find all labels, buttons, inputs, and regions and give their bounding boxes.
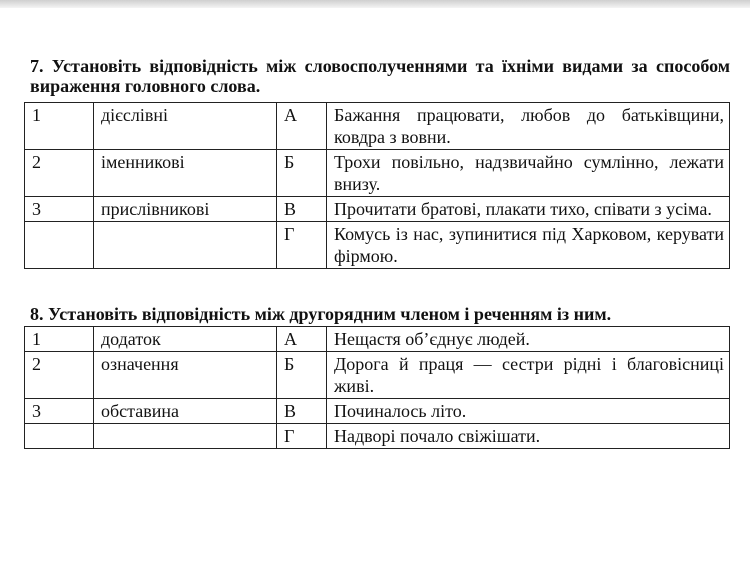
table-row: [25, 103, 730, 150]
table-row: [25, 197, 730, 222]
left-option-cell: дієслівні: [94, 103, 277, 150]
left-number-cell: [25, 222, 94, 269]
right-letter-cell: А: [277, 103, 327, 150]
table-row: [25, 352, 730, 399]
left-number-cell: 1: [25, 327, 94, 352]
right-letter-cell: Б: [277, 150, 327, 197]
right-letter-cell: А: [277, 327, 327, 352]
right-option-cell: Трохи повільно, надзвичайно сумлінно, лежати внизу.: [327, 150, 730, 197]
left-number-cell: 3: [25, 399, 94, 424]
table-row: [25, 424, 730, 449]
right-option-cell: Прочитати братові, плакати тихо, співати з усіма.: [327, 197, 730, 222]
question-7-title: 7. Установіть відповідність між словосполученнями та їхніми видами за способом вираження головного слова.: [30, 56, 730, 96]
right-letter-cell: В: [277, 197, 327, 222]
left-option-cell: означення: [94, 352, 277, 399]
left-option-cell: додаток: [94, 327, 277, 352]
right-letter-cell: Б: [277, 352, 327, 399]
left-number-cell: 2: [25, 352, 94, 399]
right-option-cell: Нещастя об’єднує людей.: [327, 327, 730, 352]
right-letter-cell: Г: [277, 424, 327, 449]
question-8-title: 8. Установіть відповідність між другорядним членом і реченням із ним.: [30, 304, 612, 324]
left-option-cell: обставина: [94, 399, 277, 424]
left-option-cell: іменникові: [94, 150, 277, 197]
table-row: [25, 222, 730, 269]
question-7-table: [24, 102, 730, 269]
right-letter-cell: В: [277, 399, 327, 424]
screen-top-bar: [0, 0, 750, 8]
left-option-cell: прислівникові: [94, 197, 277, 222]
question-8-table: [24, 326, 730, 449]
table-row: [25, 150, 730, 197]
left-number-cell: 3: [25, 197, 94, 222]
right-option-cell: Надворі почало свіжішати.: [327, 424, 730, 449]
right-option-cell: Дорога й праця — сестри рідні і благовісниці живі.: [327, 352, 730, 399]
table-row: [25, 327, 730, 352]
left-option-cell: [94, 424, 277, 449]
left-option-cell: [94, 222, 277, 269]
left-number-cell: 1: [25, 103, 94, 150]
right-option-cell: Бажання працювати, любов до батьківщини, ковдра з вовни.: [327, 103, 730, 150]
left-number-cell: 2: [25, 150, 94, 197]
right-option-cell: Комусь із нас, зупинитися під Харковом, керувати фірмою.: [327, 222, 730, 269]
left-number-cell: [25, 424, 94, 449]
right-letter-cell: Г: [277, 222, 327, 269]
table-row: [25, 399, 730, 424]
right-option-cell: Починалось літо.: [327, 399, 730, 424]
